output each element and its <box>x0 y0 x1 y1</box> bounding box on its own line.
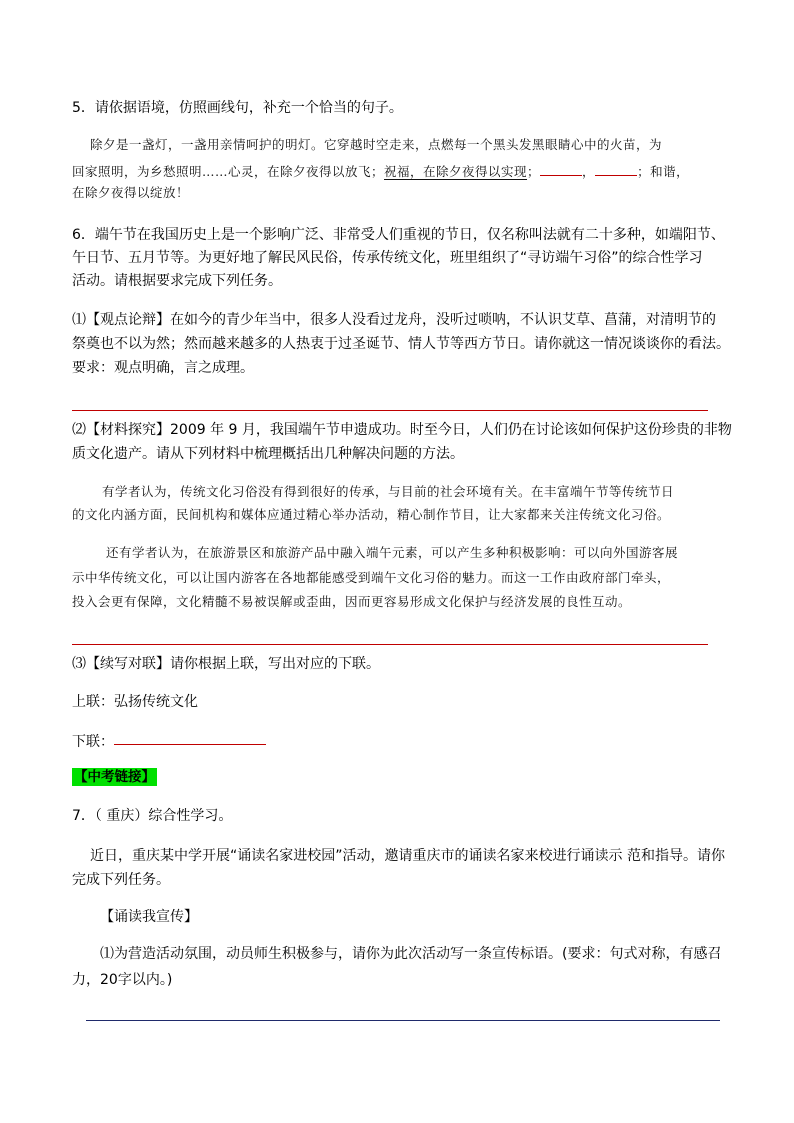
q6-part2-line1: ⑵【材料探究】2009 年 9 月，我国端午节申遗成功。时至今日，人们仍在讨论该如何保护这份珍贵的非物 <box>72 422 732 438</box>
q7-intro-line2: 完成下列任务。 <box>72 872 170 888</box>
q7-task1-line2: 力，20字以内。) <box>72 972 173 988</box>
q5-answer-blank-2[interactable] <box>595 161 637 176</box>
q6-part2-answer-line[interactable] <box>72 644 708 645</box>
q6-part1-line2: 祭奠也不以为然；然而越来越多的人热衷于过圣诞节、情人节等西方节日。请你就这一情况谈谈你的看法。 <box>72 336 730 352</box>
q6-part2-line2: 质文化遗产。请从下列材料中梳理概括出几种解决问题的方法。 <box>72 446 464 462</box>
lower-couplet-label: 下联： <box>72 734 114 750</box>
q7-title: 7．（ 重庆）综合性学习。 <box>72 808 233 824</box>
q6-intro-line1: 6．端午节在我国历史上是一个影响广泛、非常受人们重视的节日，仅名称叫法就有二十多种，如端阳节、 <box>72 227 725 243</box>
q5-sep1: ； <box>527 164 541 179</box>
lower-couplet-answer-line[interactable] <box>114 744 266 745</box>
q7-answer-line[interactable] <box>86 1020 720 1021</box>
q5-underlined-sentence: 祝福，在除夕夜得以实现 <box>384 164 528 179</box>
q5-passage-text-b: ；和谐， <box>637 164 690 179</box>
q6-part1-answer-line[interactable] <box>72 410 708 411</box>
upper-couplet: 上联：弘扬传统文化 <box>72 694 198 710</box>
q6-part3-line1: ⑶【续写对联】请你根据上联，写出对应的下联。 <box>72 656 380 672</box>
q7-section-heading: 【诵读我宣传】 <box>100 909 198 925</box>
q5-passage-line2 <box>72 161 732 182</box>
q7-intro-line1: 近日，重庆某中学开展“诵读名家进校园”活动，邀请重庆市的诵读名家来校进行诵读示 范和指导。请你 <box>90 848 725 864</box>
q6-intro-line2: 午日节、五月节等。为更好地了解民风民俗，传承传统文化，班里组织了“寻访端午习俗”的综合性学习 <box>72 250 703 266</box>
q6-material2-line3: 投入会更有保障，文化精髓不易被误解或歪曲，因而更容易形成文化保护与经济发展的良性互动。 <box>72 594 632 609</box>
q6-material2-line2: 示中华传统文化，可以让国内游客在各地都能感受到端午文化习俗的魅力。而这一工作由政府部门牵头， <box>72 570 671 585</box>
q6-part1-line3: 要求：观点明确，言之成理。 <box>72 360 254 376</box>
q5-passage-text-a: 回家照明，为乡愁照明……心灵，在除夕夜得以放飞； <box>72 164 385 179</box>
q5-passage-line1: 除夕是一盏灯，一盏用亲情呵护的明灯。它穿越时空走来，点燃每一个黑头发黑眼睛心中的火苗，为 <box>90 137 663 152</box>
q6-intro-line3: 活动。请根据要求完成下列任务。 <box>72 273 282 289</box>
q6-part1-line1: ⑴【观点论辩】在如今的青少年当中，很多人没看过龙舟，没听过唢呐，不认识艾草、菖蒲，对清明节的 <box>72 312 716 328</box>
q6-material1-line1: 有学者认为，传统文化习俗没有得到很好的传承，与目前的社会环境有关。在丰富端午节等传统节日 <box>102 484 675 499</box>
q5-comma: ， <box>582 164 596 179</box>
q6-material2-line1: 还有学者认为，在旅游景区和旅游产品中融入端午元素，可以产生多种积极影响：可以向外国游客展 <box>106 545 679 560</box>
q5-title: 5．请依据语境，仿照画线句，补充一个恰当的句子。 <box>72 100 403 116</box>
q5-passage-line3: 在除夕夜得以绽放！ <box>72 185 190 200</box>
q5-answer-blank-1[interactable] <box>540 161 582 176</box>
q6-material1-line2: 的文化内涵方面，民间机构和媒体应通过精心举办活动，精心制作节目，让大家都来关注传统文化习俗。 <box>72 507 671 522</box>
q7-task1-line1: ⑴为营造活动氛围，动员师生积极参与，请你为此次活动写一条宣传标语。(要求：句式对称，有感召 <box>100 946 722 962</box>
exam-link-tag: 【中考链接】 <box>74 769 155 785</box>
